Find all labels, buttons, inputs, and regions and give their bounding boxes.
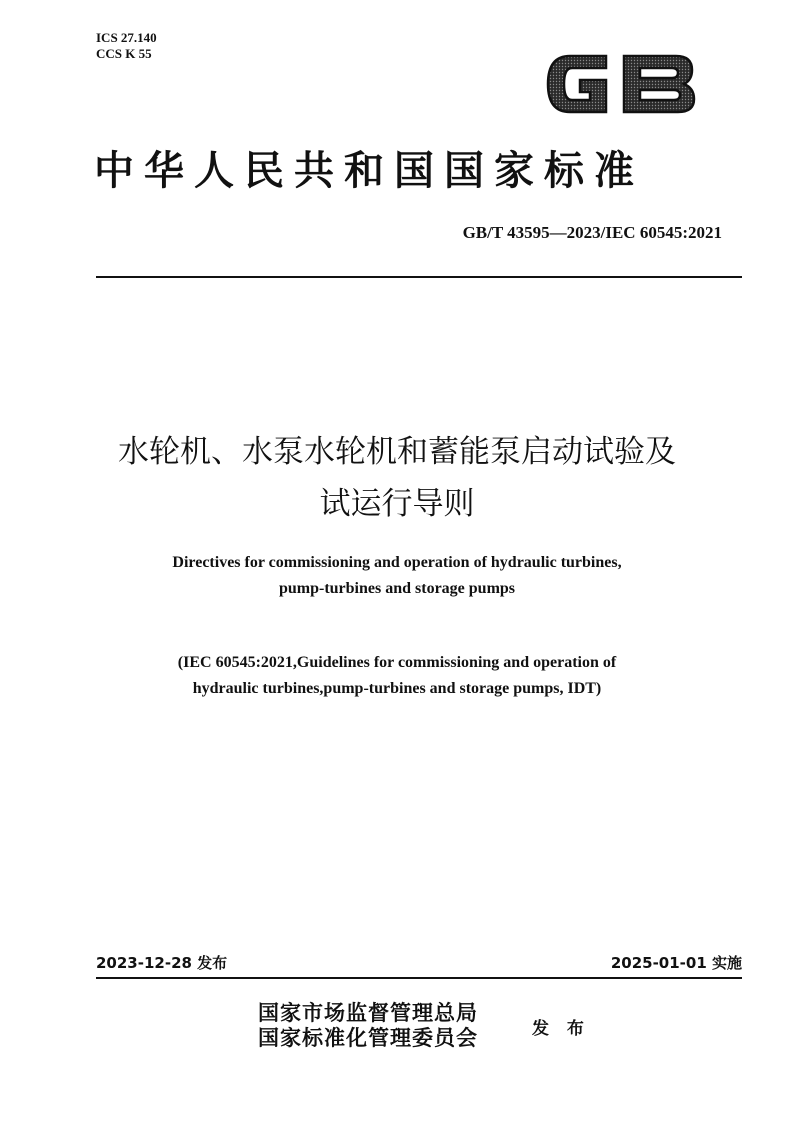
national-standard-heading: 中华人民共和国国家标准: [94, 147, 644, 194]
implementation-date: 2025-01-01 实施: [610, 954, 742, 972]
bottom-divider: [96, 977, 742, 979]
svg-text:GB: GB: [540, 44, 542, 45]
gb-logo: [540, 44, 700, 124]
english-title-line-1: Directives for commissioning and operation of hydraulic turbines,: [172, 554, 622, 571]
issuer-samr: 国家市场监督管理总局: [258, 1000, 478, 1025]
top-divider: [96, 276, 742, 278]
ccs-code: CCS K 55: [96, 46, 152, 61]
english-title-line-2: pump-turbines and storage pumps: [278, 580, 516, 597]
standard-number: GB/T 43595—2023/IEC 60545:2021: [462, 223, 722, 242]
english-title: [60, 550, 734, 602]
classification-codes: [96, 30, 157, 62]
chinese-title-line-2: 试运行导则: [319, 486, 475, 522]
publish-label: 发 布: [532, 1019, 590, 1039]
issuer-sac: 国家标准化管理委员会: [258, 1025, 478, 1050]
chinese-title-line-1: 水轮机、水泵水轮机和蓄能泵启动试验及: [118, 434, 676, 470]
iec-note-line-1: (IEC 60545:2021,Guidelines for commissioning and operation of: [177, 654, 617, 671]
issue-date: 2023-12-28 发布: [96, 954, 228, 972]
iec-equivalence-note: [60, 650, 734, 702]
iec-note-line-2: hydraulic turbines,pump-turbines and storage pumps, IDT): [192, 680, 602, 697]
issuing-authorities: [258, 1000, 478, 1050]
ics-code: ICS 27.140: [96, 30, 157, 45]
chinese-title: [60, 426, 734, 530]
